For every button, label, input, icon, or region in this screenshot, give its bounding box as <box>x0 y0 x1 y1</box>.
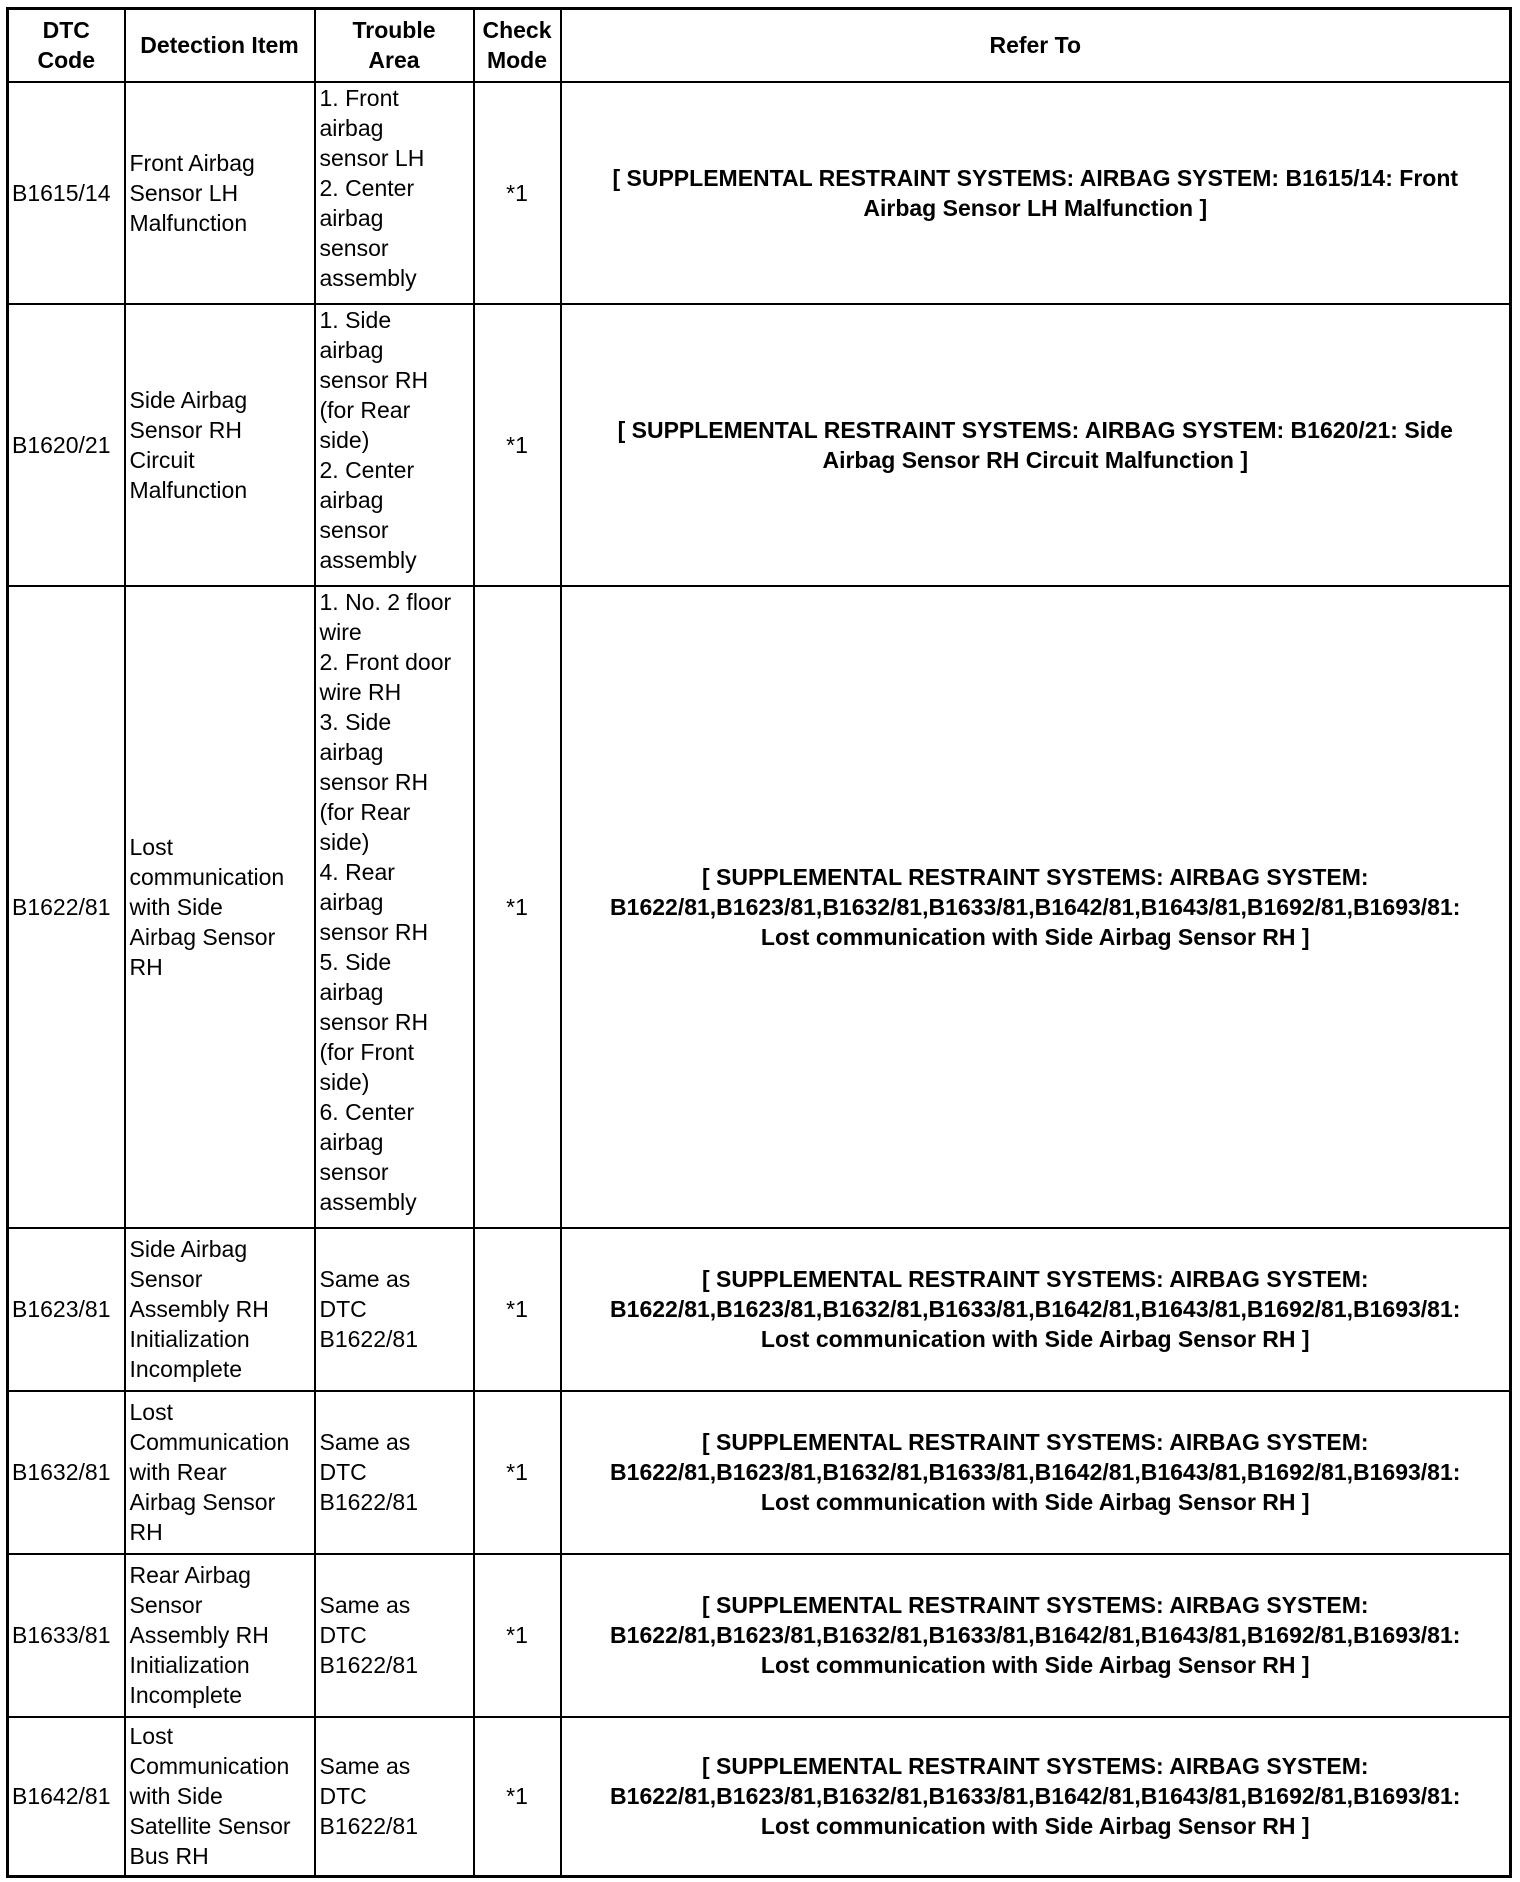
detection-item-cell: Side Airbag Sensor RH Circuit Malfunction <box>125 304 315 586</box>
table-row <box>8 1391 1511 1554</box>
trouble-area-cell: Same as DTC B1622/81 <box>315 1554 474 1717</box>
detection-item-cell: Front Airbag Sensor LH Malfunction <box>125 82 315 304</box>
refer-to-link[interactable]: [ SUPPLEMENTAL RESTRAINT SYSTEMS: AIRBAG SYSTEM: B1622/81,B1623/81,B1632/81,B1633/81,B1642/81,B1643/81,B1692/81,B1693/81: Lost communication with Side Airbag Sensor RH ] <box>561 586 1511 1228</box>
header-trouble-area: Trouble Area <box>315 9 474 82</box>
trouble-area-cell: 1. No. 2 floor wire 2. Front door wire RH 3. Side airbag sensor RH (for Rear side) 4. Rear airbag sensor RH 5. Side airbag sensor RH (for Front side) 6. Center airbag sensor assembly <box>315 586 474 1228</box>
table-row <box>8 1717 1511 1877</box>
check-mode-cell: *1 <box>474 586 561 1228</box>
table-row <box>8 1228 1511 1391</box>
header-row <box>8 9 1511 82</box>
refer-to-link[interactable]: [ SUPPLEMENTAL RESTRAINT SYSTEMS: AIRBAG SYSTEM: B1622/81,B1623/81,B1632/81,B1633/81,B1642/81,B1643/81,B1692/81,B1693/81: Lost communication with Side Airbag Sensor RH ] <box>561 1717 1511 1877</box>
trouble-area-cell: Same as DTC B1622/81 <box>315 1228 474 1391</box>
check-mode-cell: *1 <box>474 1228 561 1391</box>
detection-item-cell: Lost Communication with Rear Airbag Sensor RH <box>125 1391 315 1554</box>
refer-to-link[interactable]: [ SUPPLEMENTAL RESTRAINT SYSTEMS: AIRBAG SYSTEM: B1615/14: Front Airbag Sensor LH Malfunction ] <box>561 82 1511 304</box>
trouble-area-cell: Same as DTC B1622/81 <box>315 1391 474 1554</box>
detection-item-cell: Lost Communication with Side Satellite Sensor Bus RH <box>125 1717 315 1877</box>
table-header <box>8 9 1511 82</box>
refer-to-link[interactable]: [ SUPPLEMENTAL RESTRAINT SYSTEMS: AIRBAG SYSTEM: B1620/21: Side Airbag Sensor RH Circuit Malfunction ] <box>561 304 1511 586</box>
check-mode-cell: *1 <box>474 1554 561 1717</box>
header-check-mode: Check Mode <box>474 9 561 82</box>
check-mode-cell: *1 <box>474 304 561 586</box>
header-dtc-code: DTC Code <box>8 9 125 82</box>
table-row <box>8 586 1511 1228</box>
refer-to-link[interactable]: [ SUPPLEMENTAL RESTRAINT SYSTEMS: AIRBAG SYSTEM: B1622/81,B1623/81,B1632/81,B1633/81,B1642/81,B1643/81,B1692/81,B1693/81: Lost communication with Side Airbag Sensor RH ] <box>561 1391 1511 1554</box>
dtc-code-cell: B1615/14 <box>8 82 125 304</box>
dtc-code-cell: B1622/81 <box>8 586 125 1228</box>
refer-to-link[interactable]: [ SUPPLEMENTAL RESTRAINT SYSTEMS: AIRBAG SYSTEM: B1622/81,B1623/81,B1632/81,B1633/81,B1642/81,B1643/81,B1692/81,B1693/81: Lost communication with Side Airbag Sensor RH ] <box>561 1228 1511 1391</box>
dtc-table <box>6 7 1512 1878</box>
header-detection-item: Detection Item <box>125 9 315 82</box>
table-body <box>8 82 1511 1877</box>
check-mode-cell: *1 <box>474 1391 561 1554</box>
detection-item-cell: Rear Airbag Sensor Assembly RH Initialization Incomplete <box>125 1554 315 1717</box>
dtc-code-cell: B1623/81 <box>8 1228 125 1391</box>
check-mode-cell: *1 <box>474 82 561 304</box>
trouble-area-cell: 1. Front airbag sensor LH 2. Center airbag sensor assembly <box>315 82 474 304</box>
trouble-area-cell: Same as DTC B1622/81 <box>315 1717 474 1877</box>
table-row <box>8 82 1511 304</box>
table-row <box>8 1554 1511 1717</box>
dtc-code-cell: B1620/21 <box>8 304 125 586</box>
check-mode-cell: *1 <box>474 1717 561 1877</box>
trouble-area-cell: 1. Side airbag sensor RH (for Rear side) 2. Center airbag sensor assembly <box>315 304 474 586</box>
dtc-code-cell: B1642/81 <box>8 1717 125 1877</box>
table-row <box>8 304 1511 586</box>
detection-item-cell: Side Airbag Sensor Assembly RH Initialization Incomplete <box>125 1228 315 1391</box>
refer-to-link[interactable]: [ SUPPLEMENTAL RESTRAINT SYSTEMS: AIRBAG SYSTEM: B1622/81,B1623/81,B1632/81,B1633/81,B1642/81,B1643/81,B1692/81,B1693/81: Lost communication with Side Airbag Sensor RH ] <box>561 1554 1511 1717</box>
header-refer-to: Refer To <box>561 9 1511 82</box>
detection-item-cell: Lost communication with Side Airbag Sensor RH <box>125 586 315 1228</box>
dtc-code-cell: B1633/81 <box>8 1554 125 1717</box>
dtc-code-cell: B1632/81 <box>8 1391 125 1554</box>
